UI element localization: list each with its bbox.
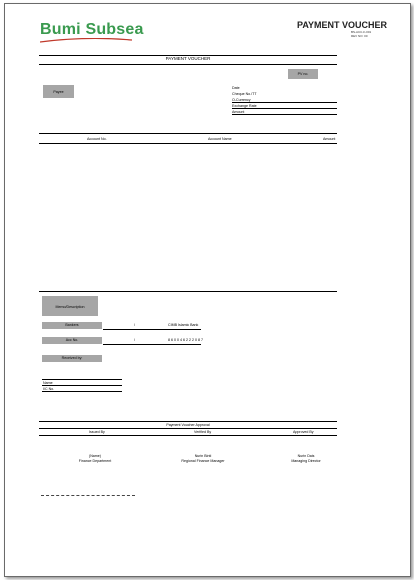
bankers-rule bbox=[103, 329, 201, 330]
accno-label: Acc No. bbox=[65, 338, 79, 342]
exchange-rate-label: Exchange Rate bbox=[232, 104, 257, 108]
table-header-rule bbox=[39, 143, 337, 144]
issued-by-header: Issued By bbox=[89, 430, 105, 434]
form-code: BS-ACC-F-001 bbox=[351, 30, 372, 34]
currency-rule bbox=[232, 102, 337, 103]
payee-label: Payee bbox=[53, 90, 64, 94]
cheque-label: Cheque No./TT bbox=[232, 92, 257, 96]
col-account-no: Account No. bbox=[87, 137, 107, 141]
signoff-top-rule bbox=[39, 421, 337, 422]
signoff-title: Payment Voucher Approval bbox=[166, 423, 210, 427]
accno-value: 8 6 0 0 4 6 2 2 2 0 8 7 bbox=[168, 338, 203, 342]
bankers-label: Bankers bbox=[65, 323, 79, 327]
logo-swoosh-icon bbox=[40, 38, 132, 43]
table-top-rule bbox=[39, 133, 337, 134]
currency-label: O-Currency bbox=[232, 98, 251, 102]
accno-slash: / bbox=[134, 338, 135, 342]
receiver-ic-rule bbox=[42, 391, 122, 392]
received-by-label: Received by: bbox=[61, 356, 83, 360]
exchange-rule bbox=[232, 108, 337, 109]
issuer-name: (Name) bbox=[89, 454, 101, 458]
receiver-sign-rule bbox=[42, 379, 122, 380]
signoff-title-rule bbox=[39, 428, 337, 429]
document-title: PAYMENT VOUCHER bbox=[297, 20, 388, 30]
receiver-name-label: Name bbox=[43, 381, 53, 385]
receiver-ic-label: I/C No. bbox=[43, 387, 55, 391]
approver-name: Nurin Dais bbox=[297, 454, 315, 458]
section-title: PAYMENT VOUCHER bbox=[165, 56, 211, 61]
table-bottom-rule bbox=[39, 291, 337, 292]
col-account-name: Account Name bbox=[208, 137, 232, 141]
date-label: Date bbox=[232, 86, 240, 90]
amount-rule bbox=[232, 114, 337, 115]
approver-role: Managing Director bbox=[291, 459, 321, 463]
verifier-name: Nurin Binti bbox=[194, 454, 212, 458]
amount-label: Amount bbox=[232, 110, 245, 114]
col-amount: Amount bbox=[323, 137, 336, 141]
revision-number: REV NO: 00 bbox=[351, 34, 368, 38]
bankers-value: CIMB Islamic Bank bbox=[168, 323, 199, 327]
issuer-role: Finance Department bbox=[78, 459, 112, 463]
footer-dotted-rule bbox=[41, 495, 135, 496]
memo-label: Memo/Description bbox=[55, 305, 85, 309]
title-bottom-rule bbox=[39, 64, 337, 65]
voucher-page bbox=[4, 3, 411, 577]
company-logo: Bumi Subsea bbox=[40, 21, 144, 38]
accno-rule bbox=[103, 344, 201, 345]
receiver-name-rule bbox=[42, 385, 122, 386]
approved-by-header: Approved By bbox=[293, 430, 314, 434]
verifier-role: Regional Finance Manager bbox=[181, 459, 225, 463]
pv-number-label: PV no. bbox=[297, 72, 309, 76]
verified-by-header: Verified By bbox=[194, 430, 212, 434]
signoff-header-rule bbox=[39, 435, 337, 436]
bankers-slash: / bbox=[134, 323, 135, 327]
